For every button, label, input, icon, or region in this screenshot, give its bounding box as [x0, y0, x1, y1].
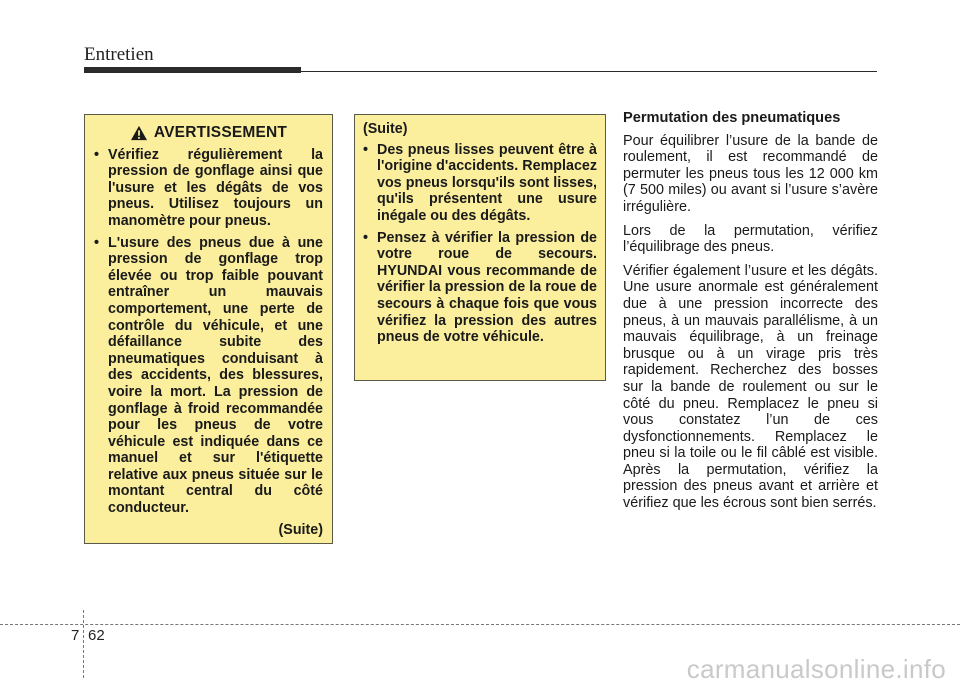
- section-paragraph: Lors de la permutation, vérifiez l’équilibrage des pneus.: [623, 222, 878, 256]
- warning-item: • L'usure des pneus due à une pression de gonflage trop élevée ou trop faible pouvant entraîner un mauvais comportement, une perte de contrôle du véhicule, et une défaillance subite des pneumatiques conduisant à des accidents, des blessures, voire la mort. La pression de gonflage à froid recommandée pour les pneus de votre véhicule est indiquée dans ce manuel et sur l'étiquette relative aux pneus située sur le montant central du côté conducteur.: [94, 235, 323, 517]
- section-tire-rotation: [623, 110, 878, 519]
- continued-item: • Des pneus lisses peuvent être à l'origine d'accidents. Remplacez vos pneus lorsqu'ils sont lisses, qu'ils présentent une usure inégale ou des dégâts.: [363, 142, 597, 225]
- header-bar: [84, 67, 301, 73]
- warning-heading: [94, 125, 323, 142]
- section-title: Permutation des pneumatiques: [623, 110, 841, 126]
- warning-triangle-icon: [130, 125, 148, 141]
- continued-label: (Suite): [278, 521, 323, 538]
- page-number: 62: [88, 627, 105, 644]
- footer-rule: [0, 624, 960, 625]
- continued-warning-box: [354, 114, 606, 381]
- continued-list: [363, 142, 597, 346]
- header-title: Entretien: [84, 44, 154, 65]
- chapter-number: 7: [71, 627, 80, 644]
- section-paragraph: Vérifier également l’usure et les dégâts. Une usure anormale est généralement due à une pression incorrecte des pneus, à un mauvais parallélisme, à un mauvais équilibrage, à un freinage brusque ou à un virage pris très rapidement. Recherchez des bosses sur la bande de roulement ou sur le côté du pneu. Remplacez le pneu si vous constatez l’un de ces dysfonctionnements. Remplacez le pneu si la toile ou le fil câblé est visible. Après la permutation, vérifiez la pression des pneus avant et arrière et vérifiez que les écrous sont bien serrés.: [623, 262, 878, 512]
- warning-box: [84, 114, 333, 544]
- footer-divider: [83, 610, 84, 678]
- warning-list: [94, 147, 323, 517]
- continued-heading: (Suite): [363, 121, 408, 137]
- warning-item: • Vérifiez régulièrement la pression de gonflage ainsi que l'usure et les dégâts de vos pneus. Utilisez toujours un manomètre pour pneus.: [94, 147, 323, 230]
- section-paragraph: Pour équilibrer l’usure de la bande de roulement, il est recommandé de permuter les pneus tous les 12 000 km (7 500 miles) ou avant si l’usure s’avère irrégulière.: [623, 132, 878, 215]
- continued-item: • Pensez à vérifier la pression de votre roue de secours. HYUNDAI vous recommande de vérifier la pression de la roue de secours à chaque fois que vous vérifiez la pression des autres pneus de votre véhicule.: [363, 230, 597, 346]
- header-rule: [301, 71, 877, 72]
- watermark: carmanualsonline.info: [686, 654, 946, 684]
- warning-heading-text: AVERTISSEMENT: [153, 124, 288, 141]
